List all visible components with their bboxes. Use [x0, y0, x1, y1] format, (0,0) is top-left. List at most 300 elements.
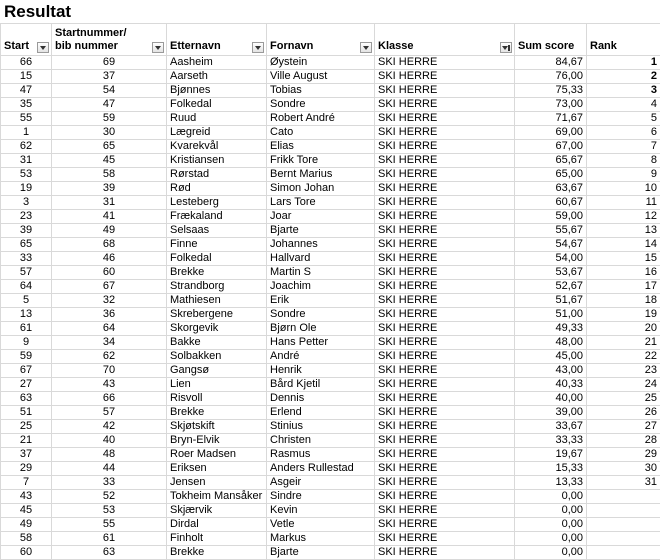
- cell-rank[interactable]: 3: [587, 84, 660, 98]
- cell-sum[interactable]: 33,67: [515, 420, 587, 434]
- cell-lastname[interactable]: Skjærvik: [167, 504, 267, 518]
- cell-bib[interactable]: 59: [52, 112, 167, 126]
- cell-firstname[interactable]: Elias: [267, 140, 375, 154]
- cell-klasse[interactable]: SKI HERRE: [375, 448, 515, 462]
- cell-sum[interactable]: 45,00: [515, 350, 587, 364]
- cell-start[interactable]: 39: [1, 224, 52, 238]
- table-row: [1, 532, 660, 546]
- cell-sum[interactable]: 0,00: [515, 518, 587, 532]
- table-row: [1, 56, 660, 70]
- table-row: [1, 504, 660, 518]
- cell-klasse[interactable]: SKI HERRE: [375, 392, 515, 406]
- cell-lastname[interactable]: Gangsø: [167, 364, 267, 378]
- cell-start[interactable]: 58: [1, 532, 52, 546]
- cell-start[interactable]: 1: [1, 126, 52, 140]
- cell-start[interactable]: 7: [1, 476, 52, 490]
- cell-klasse[interactable]: SKI HERRE: [375, 182, 515, 196]
- cell-bib[interactable]: 48: [52, 448, 167, 462]
- filter-dropdown-icon[interactable]: [360, 42, 372, 53]
- cell-klasse[interactable]: SKI HERRE: [375, 168, 515, 182]
- filter-dropdown-icon[interactable]: [252, 42, 264, 53]
- cell-firstname[interactable]: Ville August: [267, 70, 375, 84]
- cell-klasse[interactable]: SKI HERRE: [375, 364, 515, 378]
- cell-rank[interactable]: 13: [587, 224, 660, 238]
- cell-firstname[interactable]: André: [267, 350, 375, 364]
- cell-klasse[interactable]: SKI HERRE: [375, 154, 515, 168]
- cell-lastname[interactable]: Aasheim: [167, 56, 267, 70]
- cell-bib[interactable]: 41: [52, 210, 167, 224]
- cell-bib[interactable]: 58: [52, 168, 167, 182]
- cell-firstname[interactable]: Lars Tore: [267, 196, 375, 210]
- cell-firstname[interactable]: Bjarte: [267, 546, 375, 560]
- cell-lastname[interactable]: Lægreid: [167, 126, 267, 140]
- cell-lastname[interactable]: Jensen: [167, 476, 267, 490]
- cell-klasse[interactable]: SKI HERRE: [375, 490, 515, 504]
- cell-rank[interactable]: 25: [587, 392, 660, 406]
- cell-firstname[interactable]: Markus: [267, 532, 375, 546]
- cell-start[interactable]: 59: [1, 350, 52, 364]
- cell-rank[interactable]: 20: [587, 322, 660, 336]
- cell-klasse[interactable]: SKI HERRE: [375, 98, 515, 112]
- cell-sum[interactable]: 55,67: [515, 224, 587, 238]
- cell-rank[interactable]: [587, 504, 660, 518]
- cell-rank[interactable]: 24: [587, 378, 660, 392]
- cell-start[interactable]: 37: [1, 448, 52, 462]
- cell-rank[interactable]: 30: [587, 462, 660, 476]
- cell-rank[interactable]: 7: [587, 140, 660, 154]
- table-row: [1, 182, 660, 196]
- cell-klasse[interactable]: SKI HERRE: [375, 210, 515, 224]
- cell-rank[interactable]: 16: [587, 266, 660, 280]
- filter-dropdown-icon[interactable]: [152, 42, 164, 53]
- cell-sum[interactable]: 65,00: [515, 168, 587, 182]
- cell-klasse[interactable]: SKI HERRE: [375, 266, 515, 280]
- cell-lastname[interactable]: Frækaland: [167, 210, 267, 224]
- cell-firstname[interactable]: Joar: [267, 210, 375, 224]
- cell-bib[interactable]: 62: [52, 350, 167, 364]
- table-row: [1, 392, 660, 406]
- table-row: [1, 238, 660, 252]
- header-lastname[interactable]: [167, 24, 267, 56]
- header-start-label: Start: [4, 40, 29, 53]
- cell-rank[interactable]: 19: [587, 308, 660, 322]
- cell-sum[interactable]: 53,67: [515, 266, 587, 280]
- header-rank-label: Rank: [590, 40, 617, 53]
- cell-sum[interactable]: 0,00: [515, 532, 587, 546]
- cell-start[interactable]: 5: [1, 294, 52, 308]
- table-row: [1, 294, 660, 308]
- cell-lastname[interactable]: Mathiesen: [167, 294, 267, 308]
- table-row: [1, 420, 660, 434]
- cell-rank[interactable]: 31: [587, 476, 660, 490]
- cell-firstname[interactable]: Bernt Marius: [267, 168, 375, 182]
- cell-bib[interactable]: 31: [52, 196, 167, 210]
- cell-start[interactable]: 47: [1, 84, 52, 98]
- cell-klasse[interactable]: SKI HERRE: [375, 378, 515, 392]
- cell-start[interactable]: 61: [1, 322, 52, 336]
- cell-bib[interactable]: 67: [52, 280, 167, 294]
- cell-rank[interactable]: [587, 532, 660, 546]
- cell-rank[interactable]: 22: [587, 350, 660, 364]
- table-row: [1, 126, 660, 140]
- cell-sum[interactable]: 33,33: [515, 434, 587, 448]
- cell-sum[interactable]: 13,33: [515, 476, 587, 490]
- cell-klasse[interactable]: SKI HERRE: [375, 84, 515, 98]
- cell-rank[interactable]: 9: [587, 168, 660, 182]
- header-klasse[interactable]: [375, 24, 515, 56]
- cell-lastname[interactable]: Kvarekvål: [167, 140, 267, 154]
- cell-bib[interactable]: 60: [52, 266, 167, 280]
- filter-dropdown-icon[interactable]: [37, 42, 49, 53]
- cell-rank[interactable]: 6: [587, 126, 660, 140]
- table-row: [1, 210, 660, 224]
- cell-sum[interactable]: 73,00: [515, 98, 587, 112]
- cell-rank[interactable]: [587, 546, 660, 560]
- cell-rank[interactable]: 8: [587, 154, 660, 168]
- cell-start[interactable]: 66: [1, 56, 52, 70]
- cell-sum[interactable]: 63,67: [515, 182, 587, 196]
- cell-start[interactable]: 67: [1, 364, 52, 378]
- cell-klasse[interactable]: SKI HERRE: [375, 126, 515, 140]
- cell-klasse[interactable]: SKI HERRE: [375, 518, 515, 532]
- table-row: [1, 196, 660, 210]
- cell-firstname[interactable]: Frikk Tore: [267, 154, 375, 168]
- cell-sum[interactable]: 60,67: [515, 196, 587, 210]
- cell-firstname[interactable]: Johannes: [267, 238, 375, 252]
- cell-bib[interactable]: 54: [52, 84, 167, 98]
- header-rank[interactable]: [587, 24, 660, 56]
- cell-start[interactable]: 23: [1, 210, 52, 224]
- cell-lastname[interactable]: Solbakken: [167, 350, 267, 364]
- cell-klasse[interactable]: SKI HERRE: [375, 224, 515, 238]
- cell-sum[interactable]: 52,67: [515, 280, 587, 294]
- cell-start[interactable]: 53: [1, 168, 52, 182]
- cell-sum[interactable]: 54,67: [515, 238, 587, 252]
- cell-sum[interactable]: 69,00: [515, 126, 587, 140]
- cell-firstname[interactable]: Bjørn Ole: [267, 322, 375, 336]
- cell-sum[interactable]: 76,00: [515, 70, 587, 84]
- cell-lastname[interactable]: Bjønnes: [167, 84, 267, 98]
- cell-lastname[interactable]: Bryn-Elvik: [167, 434, 267, 448]
- cell-start[interactable]: 9: [1, 336, 52, 350]
- cell-lastname[interactable]: Rød: [167, 182, 267, 196]
- cell-start[interactable]: 33: [1, 252, 52, 266]
- cell-start[interactable]: 64: [1, 280, 52, 294]
- table-row: [1, 154, 660, 168]
- cell-klasse[interactable]: SKI HERRE: [375, 532, 515, 546]
- cell-start[interactable]: 63: [1, 392, 52, 406]
- cell-firstname[interactable]: Stinius: [267, 420, 375, 434]
- cell-sum[interactable]: 0,00: [515, 546, 587, 560]
- cell-start[interactable]: 13: [1, 308, 52, 322]
- cell-lastname[interactable]: Dirdal: [167, 518, 267, 532]
- cell-bib[interactable]: 49: [52, 224, 167, 238]
- cell-firstname[interactable]: Joachim: [267, 280, 375, 294]
- cell-firstname[interactable]: Hallvard: [267, 252, 375, 266]
- cell-klasse[interactable]: SKI HERRE: [375, 308, 515, 322]
- cell-lastname[interactable]: Folkedal: [167, 252, 267, 266]
- cell-bib[interactable]: 43: [52, 378, 167, 392]
- cell-lastname[interactable]: Kristiansen: [167, 154, 267, 168]
- cell-sum[interactable]: 40,33: [515, 378, 587, 392]
- cell-sum[interactable]: 19,67: [515, 448, 587, 462]
- cell-klasse[interactable]: SKI HERRE: [375, 420, 515, 434]
- cell-lastname[interactable]: Selsaas: [167, 224, 267, 238]
- cell-lastname[interactable]: Bakke: [167, 336, 267, 350]
- table-row: [1, 140, 660, 154]
- cell-firstname[interactable]: Sondre: [267, 98, 375, 112]
- header-lastname-label: Etternavn: [170, 40, 221, 53]
- cell-bib[interactable]: 69: [52, 56, 167, 70]
- cell-start[interactable]: 29: [1, 462, 52, 476]
- cell-lastname[interactable]: Tokheim Mansåker: [167, 490, 267, 504]
- cell-sum[interactable]: 0,00: [515, 490, 587, 504]
- cell-bib[interactable]: 44: [52, 462, 167, 476]
- cell-firstname[interactable]: Anders Rullestad: [267, 462, 375, 476]
- cell-rank[interactable]: 2: [587, 70, 660, 84]
- cell-bib[interactable]: 42: [52, 420, 167, 434]
- cell-rank[interactable]: 4: [587, 98, 660, 112]
- cell-start[interactable]: 35: [1, 98, 52, 112]
- table-row: [1, 476, 660, 490]
- cell-firstname[interactable]: Robert André: [267, 112, 375, 126]
- cell-firstname[interactable]: Asgeir: [267, 476, 375, 490]
- cell-bib[interactable]: 53: [52, 504, 167, 518]
- cell-sum[interactable]: 75,33: [515, 84, 587, 98]
- cell-klasse[interactable]: SKI HERRE: [375, 294, 515, 308]
- cell-lastname[interactable]: Lesteberg: [167, 196, 267, 210]
- cell-rank[interactable]: 1: [587, 56, 660, 70]
- cell-bib[interactable]: 34: [52, 336, 167, 350]
- cell-firstname[interactable]: Hans Petter: [267, 336, 375, 350]
- cell-lastname[interactable]: Folkedal: [167, 98, 267, 112]
- cell-klasse[interactable]: SKI HERRE: [375, 322, 515, 336]
- cell-rank[interactable]: 11: [587, 196, 660, 210]
- cell-lastname[interactable]: Roer Madsen: [167, 448, 267, 462]
- cell-klasse[interactable]: SKI HERRE: [375, 336, 515, 350]
- cell-lastname[interactable]: Finholt: [167, 532, 267, 546]
- header-sum-label: Sum score: [518, 40, 574, 53]
- table-row: [1, 350, 660, 364]
- sheet-title: Resultat: [4, 2, 71, 22]
- table-row: [1, 224, 660, 238]
- cell-klasse[interactable]: SKI HERRE: [375, 462, 515, 476]
- cell-sum[interactable]: 40,00: [515, 392, 587, 406]
- cell-bib[interactable]: 63: [52, 546, 167, 560]
- cell-rank[interactable]: 17: [587, 280, 660, 294]
- cell-rank[interactable]: 21: [587, 336, 660, 350]
- cell-sum[interactable]: 71,67: [515, 112, 587, 126]
- cell-sum[interactable]: 43,00: [515, 364, 587, 378]
- cell-sum[interactable]: 67,00: [515, 140, 587, 154]
- cell-rank[interactable]: 15: [587, 252, 660, 266]
- cell-sum[interactable]: 59,00: [515, 210, 587, 224]
- cell-klasse[interactable]: SKI HERRE: [375, 350, 515, 364]
- cell-start[interactable]: 25: [1, 420, 52, 434]
- cell-rank[interactable]: 27: [587, 420, 660, 434]
- cell-bib[interactable]: 37: [52, 70, 167, 84]
- cell-rank[interactable]: 23: [587, 364, 660, 378]
- cell-start[interactable]: 65: [1, 238, 52, 252]
- cell-rank[interactable]: 26: [587, 406, 660, 420]
- cell-firstname[interactable]: Rasmus: [267, 448, 375, 462]
- cell-firstname[interactable]: Bård Kjetil: [267, 378, 375, 392]
- cell-bib[interactable]: 70: [52, 364, 167, 378]
- cell-start[interactable]: 49: [1, 518, 52, 532]
- cell-sum[interactable]: 0,00: [515, 504, 587, 518]
- cell-klasse[interactable]: SKI HERRE: [375, 406, 515, 420]
- cell-firstname[interactable]: Sondre: [267, 308, 375, 322]
- cell-bib[interactable]: 64: [52, 322, 167, 336]
- table-row: [1, 112, 660, 126]
- cell-klasse[interactable]: SKI HERRE: [375, 56, 515, 70]
- cell-firstname[interactable]: Martin S: [267, 266, 375, 280]
- cell-sum[interactable]: 48,00: [515, 336, 587, 350]
- cell-start[interactable]: 15: [1, 70, 52, 84]
- cell-klasse[interactable]: SKI HERRE: [375, 196, 515, 210]
- cell-klasse[interactable]: SKI HERRE: [375, 434, 515, 448]
- cell-firstname[interactable]: Henrik: [267, 364, 375, 378]
- cell-firstname[interactable]: Tobias: [267, 84, 375, 98]
- cell-bib[interactable]: 57: [52, 406, 167, 420]
- cell-klasse[interactable]: SKI HERRE: [375, 252, 515, 266]
- cell-sum[interactable]: 39,00: [515, 406, 587, 420]
- table-row: [1, 98, 660, 112]
- cell-sum[interactable]: 51,67: [515, 294, 587, 308]
- cell-lastname[interactable]: Brekke: [167, 406, 267, 420]
- cell-klasse[interactable]: SKI HERRE: [375, 70, 515, 84]
- cell-bib[interactable]: 65: [52, 140, 167, 154]
- cell-lastname[interactable]: Aarseth: [167, 70, 267, 84]
- cell-lastname[interactable]: Eriksen: [167, 462, 267, 476]
- cell-lastname[interactable]: Brekke: [167, 266, 267, 280]
- table-row: [1, 364, 660, 378]
- cell-rank[interactable]: [587, 518, 660, 532]
- table-row: [1, 252, 660, 266]
- cell-klasse[interactable]: SKI HERRE: [375, 140, 515, 154]
- cell-klasse[interactable]: SKI HERRE: [375, 112, 515, 126]
- cell-bib[interactable]: 68: [52, 238, 167, 252]
- cell-bib[interactable]: 40: [52, 434, 167, 448]
- cell-bib[interactable]: 39: [52, 182, 167, 196]
- cell-bib[interactable]: 47: [52, 98, 167, 112]
- cell-lastname[interactable]: Lien: [167, 378, 267, 392]
- cell-start[interactable]: 31: [1, 154, 52, 168]
- cell-rank[interactable]: 18: [587, 294, 660, 308]
- cell-bib[interactable]: 52: [52, 490, 167, 504]
- cell-firstname[interactable]: Cato: [267, 126, 375, 140]
- cell-rank[interactable]: 29: [587, 448, 660, 462]
- cell-lastname[interactable]: Skjøtskift: [167, 420, 267, 434]
- cell-klasse[interactable]: SKI HERRE: [375, 476, 515, 490]
- results-table: [0, 23, 660, 560]
- cell-klasse[interactable]: SKI HERRE: [375, 504, 515, 518]
- cell-bib[interactable]: 36: [52, 308, 167, 322]
- table-row: [1, 70, 660, 84]
- cell-klasse[interactable]: SKI HERRE: [375, 280, 515, 294]
- cell-lastname[interactable]: Finne: [167, 238, 267, 252]
- cell-start[interactable]: 57: [1, 266, 52, 280]
- cell-lastname[interactable]: Skrebergene: [167, 308, 267, 322]
- cell-start[interactable]: 19: [1, 182, 52, 196]
- cell-start[interactable]: 62: [1, 140, 52, 154]
- cell-lastname[interactable]: Rørstad: [167, 168, 267, 182]
- cell-sum[interactable]: 54,00: [515, 252, 587, 266]
- cell-firstname[interactable]: Christen: [267, 434, 375, 448]
- cell-firstname[interactable]: Vetle: [267, 518, 375, 532]
- cell-klasse[interactable]: SKI HERRE: [375, 546, 515, 560]
- cell-start[interactable]: 43: [1, 490, 52, 504]
- header-bib-label: Startnummer/ bib nummer: [55, 27, 127, 53]
- cell-start[interactable]: 3: [1, 196, 52, 210]
- header-firstname-label: Fornavn: [270, 40, 313, 53]
- cell-start[interactable]: 45: [1, 504, 52, 518]
- cell-firstname[interactable]: Kevin: [267, 504, 375, 518]
- table-row: [1, 378, 660, 392]
- cell-firstname[interactable]: Erik: [267, 294, 375, 308]
- cell-start[interactable]: 51: [1, 406, 52, 420]
- cell-rank[interactable]: [587, 490, 660, 504]
- cell-bib[interactable]: 61: [52, 532, 167, 546]
- cell-firstname[interactable]: Sindre: [267, 490, 375, 504]
- cell-rank[interactable]: 28: [587, 434, 660, 448]
- table-row: [1, 280, 660, 294]
- cell-lastname[interactable]: Risvoll: [167, 392, 267, 406]
- cell-firstname[interactable]: Erlend: [267, 406, 375, 420]
- cell-bib[interactable]: 45: [52, 154, 167, 168]
- cell-sum[interactable]: 15,33: [515, 462, 587, 476]
- cell-bib[interactable]: 33: [52, 476, 167, 490]
- table-row: [1, 462, 660, 476]
- cell-firstname[interactable]: Øystein: [267, 56, 375, 70]
- table-row: [1, 406, 660, 420]
- cell-start[interactable]: 55: [1, 112, 52, 126]
- header-start[interactable]: [1, 24, 52, 56]
- cell-firstname[interactable]: Bjarte: [267, 224, 375, 238]
- header-row: [1, 24, 660, 56]
- cell-sum[interactable]: 51,00: [515, 308, 587, 322]
- cell-lastname[interactable]: Skorgevik: [167, 322, 267, 336]
- cell-sum[interactable]: 49,33: [515, 322, 587, 336]
- table-row: [1, 448, 660, 462]
- cell-lastname[interactable]: Ruud: [167, 112, 267, 126]
- cell-bib[interactable]: 30: [52, 126, 167, 140]
- cell-rank[interactable]: 14: [587, 238, 660, 252]
- cell-bib[interactable]: 55: [52, 518, 167, 532]
- cell-bib[interactable]: 46: [52, 252, 167, 266]
- cell-rank[interactable]: 12: [587, 210, 660, 224]
- cell-start[interactable]: 60: [1, 546, 52, 560]
- filter-active-icon[interactable]: [500, 42, 512, 53]
- cell-rank[interactable]: 5: [587, 112, 660, 126]
- table-row: [1, 434, 660, 448]
- cell-start[interactable]: 21: [1, 434, 52, 448]
- cell-firstname[interactable]: Simon Johan: [267, 182, 375, 196]
- cell-lastname[interactable]: Strandborg: [167, 280, 267, 294]
- cell-lastname[interactable]: Brekke: [167, 546, 267, 560]
- cell-start[interactable]: 27: [1, 378, 52, 392]
- header-sum[interactable]: [515, 24, 587, 56]
- cell-bib[interactable]: 32: [52, 294, 167, 308]
- cell-klasse[interactable]: SKI HERRE: [375, 238, 515, 252]
- cell-firstname[interactable]: Dennis: [267, 392, 375, 406]
- cell-sum[interactable]: 84,67: [515, 56, 587, 70]
- cell-rank[interactable]: 10: [587, 182, 660, 196]
- cell-bib[interactable]: 66: [52, 392, 167, 406]
- header-bib[interactable]: [52, 24, 167, 56]
- header-firstname[interactable]: [267, 24, 375, 56]
- cell-sum[interactable]: 65,67: [515, 154, 587, 168]
